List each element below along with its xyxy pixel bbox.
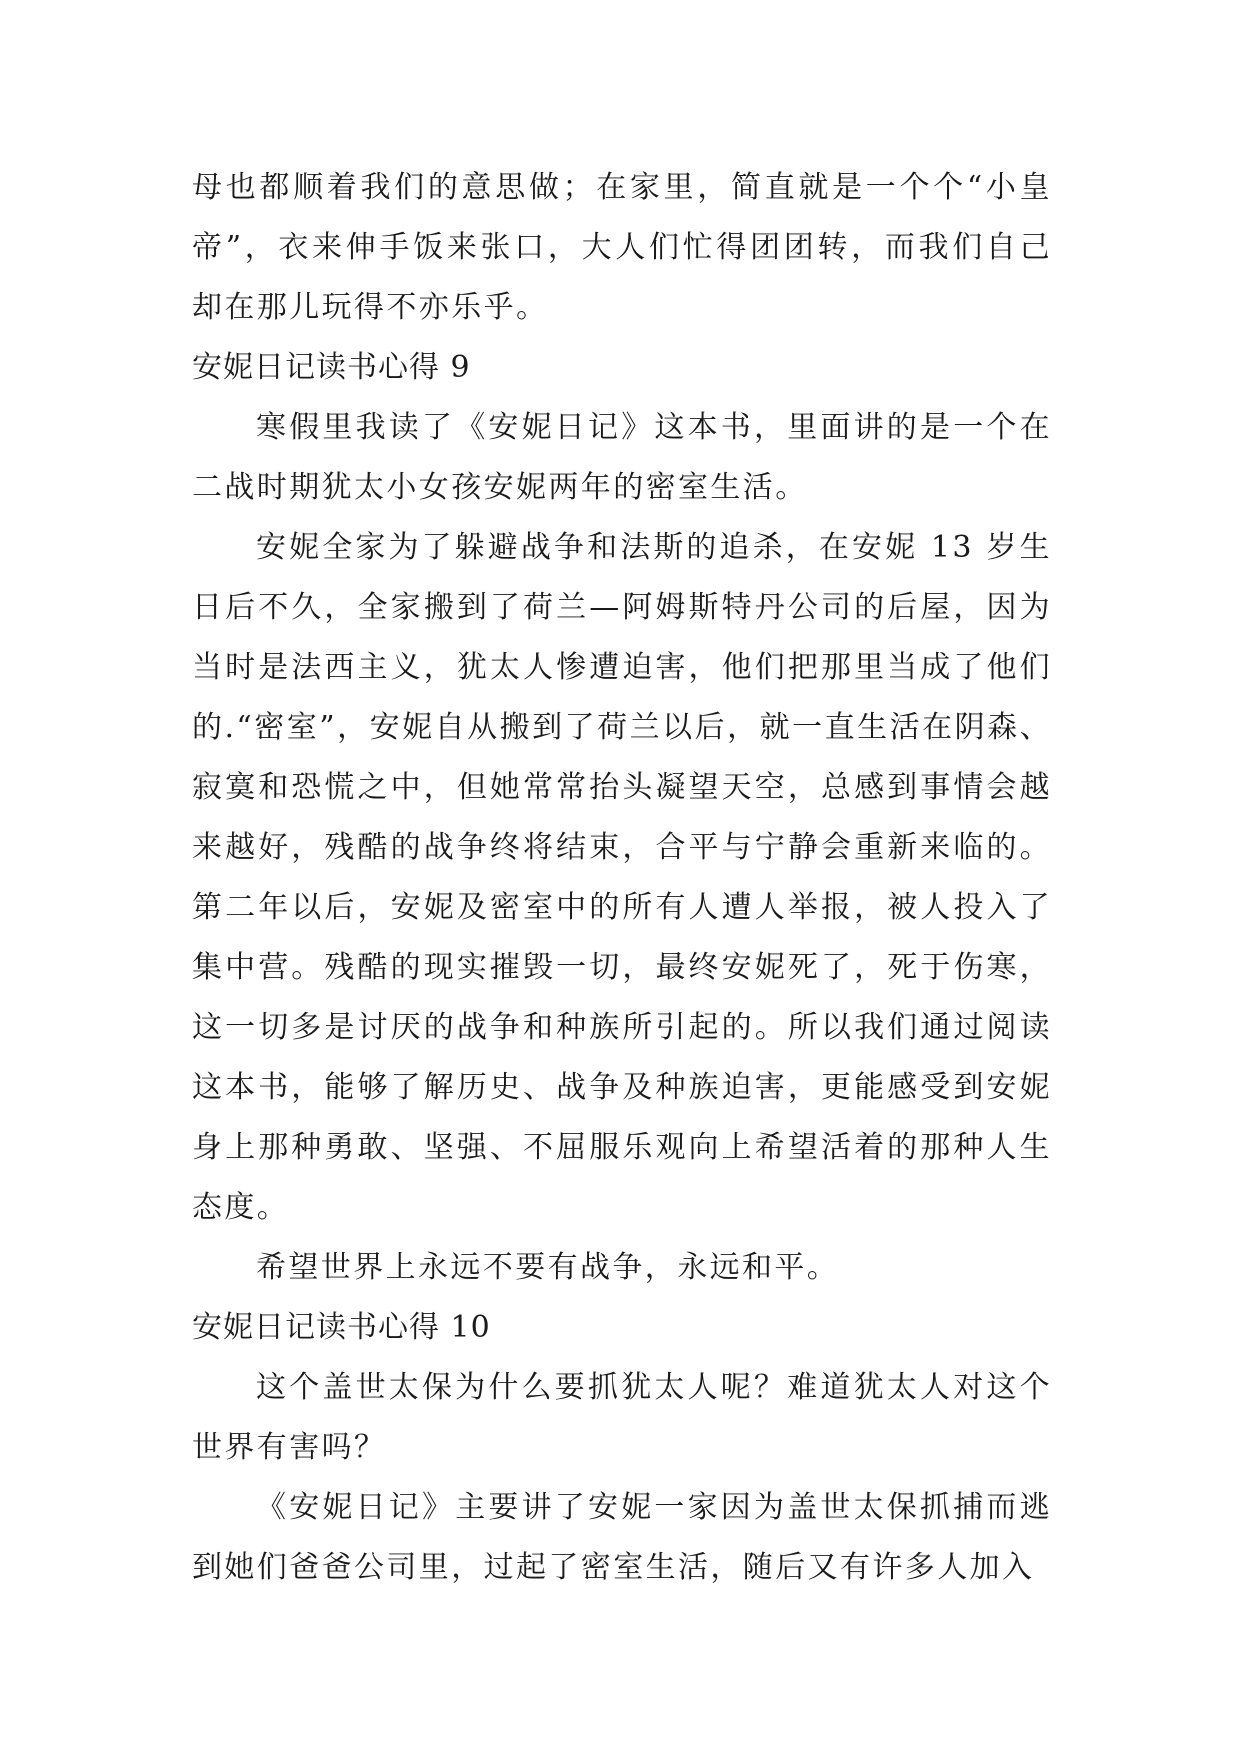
paragraph: 希望世界上永远不要有战争，永远和平。	[256, 1250, 840, 1285]
paragraph: 这个盖世太保为什么要抓犹太人呢？难道犹太人对这个世界有害吗？	[192, 1370, 1052, 1465]
paragraph: 《安妮日记》主要讲了安妮一家因为盖世太保抓捕而逃到她们爸爸公司里，过起了密室生活，随后又有许多人加入	[192, 1490, 1052, 1585]
section-heading: 安妮日记读书心得 9	[192, 350, 471, 385]
paragraph: 安妮全家为了躲避战争和法斯的追杀，在安妮 13 岁生日后不久，全家搬到了荷兰—阿姆斯特丹公司的后屋，因为当时是法西主义，犹太人惨遭迫害，他们把那里当成了他们的.“密室”，安妮自从搬到了荷兰以后，就一直生活在阴森、寂寞和恐慌之中，但她常常抬头凝望天空，总感到事情会越来越好，残酷的战争终将结束，合平与宁静会重新来临的。第二年以后，安妮及密室中的所有人遭人举报，被人投入了集中营。残酷的现实摧毁一切，最终安妮死了，死于伤寒，这一切多是讨厌的战争和种族所引起的。所以我们通过阅读这本书，能够了解历史、战争及种族迫害，更能感受到安妮身上那种勇敢、坚强、不屈服乐观向上希望活着的那种人生态度。	[192, 530, 1052, 1225]
section-heading: 安妮日记读书心得 10	[192, 1310, 491, 1345]
paragraph: 母也都顺着我们的意思做；在家里，简直就是一个个“小皇帝”，衣来伸手饭来张口，大人们忙得团团转，而我们自己却在那儿玩得不亦乐乎。	[192, 170, 1052, 325]
document-body	[192, 158, 1052, 1598]
paragraph: 寒假里我读了《安妮日记》这本书，里面讲的是一个在二战时期犹太小女孩安妮两年的密室生活。	[192, 410, 1052, 505]
